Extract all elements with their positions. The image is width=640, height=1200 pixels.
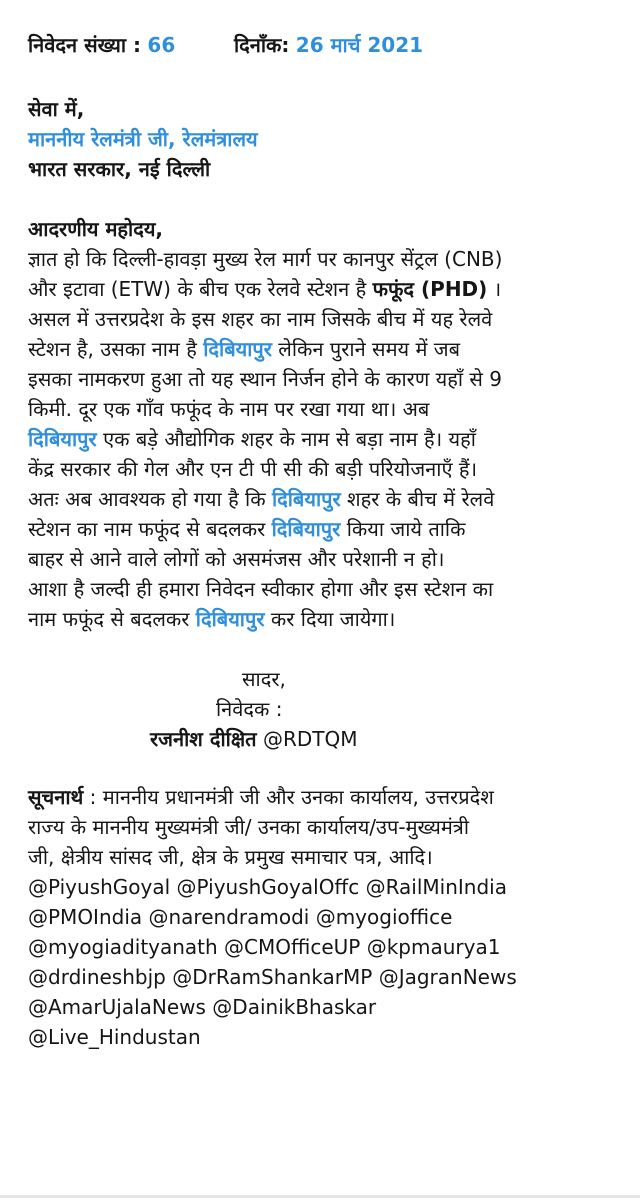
body-line: किमी. दूर एक गाँव फफूंद के नाम पर रखा गया था। अब	[28, 397, 430, 421]
body-line: अतः अब आवश्यक हो गया है कि दिबियापुर शहर के बीच में रेलवे	[28, 487, 495, 511]
date-label: दिनाँक:	[233, 33, 290, 57]
city-name: दिबियापुर	[195, 607, 265, 631]
city-name: दिबियापुर	[271, 517, 341, 541]
closing-applicant: निवेदक :	[216, 697, 283, 721]
address-to: सेवा में,	[28, 97, 85, 121]
body-line: बाहर से आने वाले लोगों को असमंजस और परेशानी न हो।	[28, 547, 445, 571]
station-name: फफूंद (PHD)	[372, 277, 488, 301]
info-line: जी, क्षेत्रीय सांसद जी, क्षेत्र के प्रमुख समाचार पत्र, आदि।	[28, 845, 433, 869]
address-block	[28, 94, 612, 184]
salutation: आदरणीय महोदय,	[28, 217, 164, 241]
closing-block	[28, 664, 612, 754]
body-line: ज्ञात हो कि दिल्ली-हावड़ा मुख्य रेल मार्ग पर कानपुर सेंट्रल (CNB)	[28, 247, 503, 271]
mentions-line: @myogiadityanath @CMOfficeUP @kpmaurya1	[28, 935, 501, 959]
info-label: सूचनार्थ	[28, 785, 84, 809]
mentions-line: @PMOIndia @narendramodi @myogioffice	[28, 905, 453, 929]
mentions-line: @PiyushGoyal @PiyushGoyalOffc @RailMinIndia	[28, 875, 507, 899]
info-line: सूचनार्थ : माननीय प्रधानमंत्री जी और उनका कार्यालय, उत्तरप्रदेश	[28, 785, 494, 809]
city-name: दिबियापुर	[203, 337, 272, 361]
body-line: स्टेशन का नाम फफूंद से बदलकर दिबियापुर किया जाये ताकि	[28, 517, 466, 541]
city-name: दिबियापुर	[28, 427, 97, 451]
bottom-divider	[0, 1195, 640, 1198]
closing-regards: सादर,	[242, 667, 286, 691]
body-line: असल में उत्तरप्रदेश के इस शहर का नाम जिसके बीच में यह रेलवे	[28, 307, 493, 331]
body-line: इसका नामकरण हुआ तो यह स्थान निर्जन होने के कारण यहाँ से 9	[28, 367, 503, 391]
letter-header	[28, 30, 612, 60]
body-line: और इटावा (ETW) के बीच एक रेलवे स्टेशन है फफूंद (PHD) ।	[28, 277, 502, 301]
address-government: भारत सरकार, नई दिल्ली	[28, 157, 211, 181]
info-line: राज्य के माननीय मुख्यमंत्री जी/ उनका कार्यालय/उप-मुख्यमंत्री	[28, 815, 470, 839]
signer-handle: @RDTQM	[256, 727, 358, 751]
body-line: केंद्र सरकार की गेल और एन टी पी सी की बड़ी परियोजनाएँ हैं।	[28, 457, 478, 481]
number-label: निवेदन संख्या :	[28, 33, 142, 57]
mentions-line: @drdineshbjp @DrRamShankarMP @JagranNews	[28, 965, 517, 989]
number-value: 66	[147, 33, 176, 57]
mentions-line: @Live_Hindustan	[28, 1025, 201, 1049]
mentions-line: @AmarUjalaNews @DainikBhaskar	[28, 995, 377, 1019]
city-name: दिबियापुर	[271, 487, 341, 511]
body-line: स्टेशन है, उसका नाम है दिबियापुर लेकिन पुराने समय में जब	[28, 337, 461, 361]
letter-body	[28, 244, 612, 634]
body-line: नाम फफूंद से बदलकर दिबियापुर कर दिया जायेगा।	[28, 607, 396, 631]
body-line: आशा है जल्दी ही हमारा निवेदन स्वीकार होगा और इस स्टेशन का	[28, 577, 494, 601]
signer-name: रजनीश दीक्षित	[150, 727, 257, 751]
body-line: दिबियापुर एक बड़े औद्योगिक शहर के नाम से बड़ा नाम है। यहाँ	[28, 427, 476, 451]
date-value: 26 मार्च 2021	[295, 33, 424, 57]
address-recipient: माननीय रेलमंत्री जी, रेलमंत्रालय	[28, 127, 258, 151]
closing-signature	[28, 724, 612, 754]
info-block	[28, 782, 612, 1052]
